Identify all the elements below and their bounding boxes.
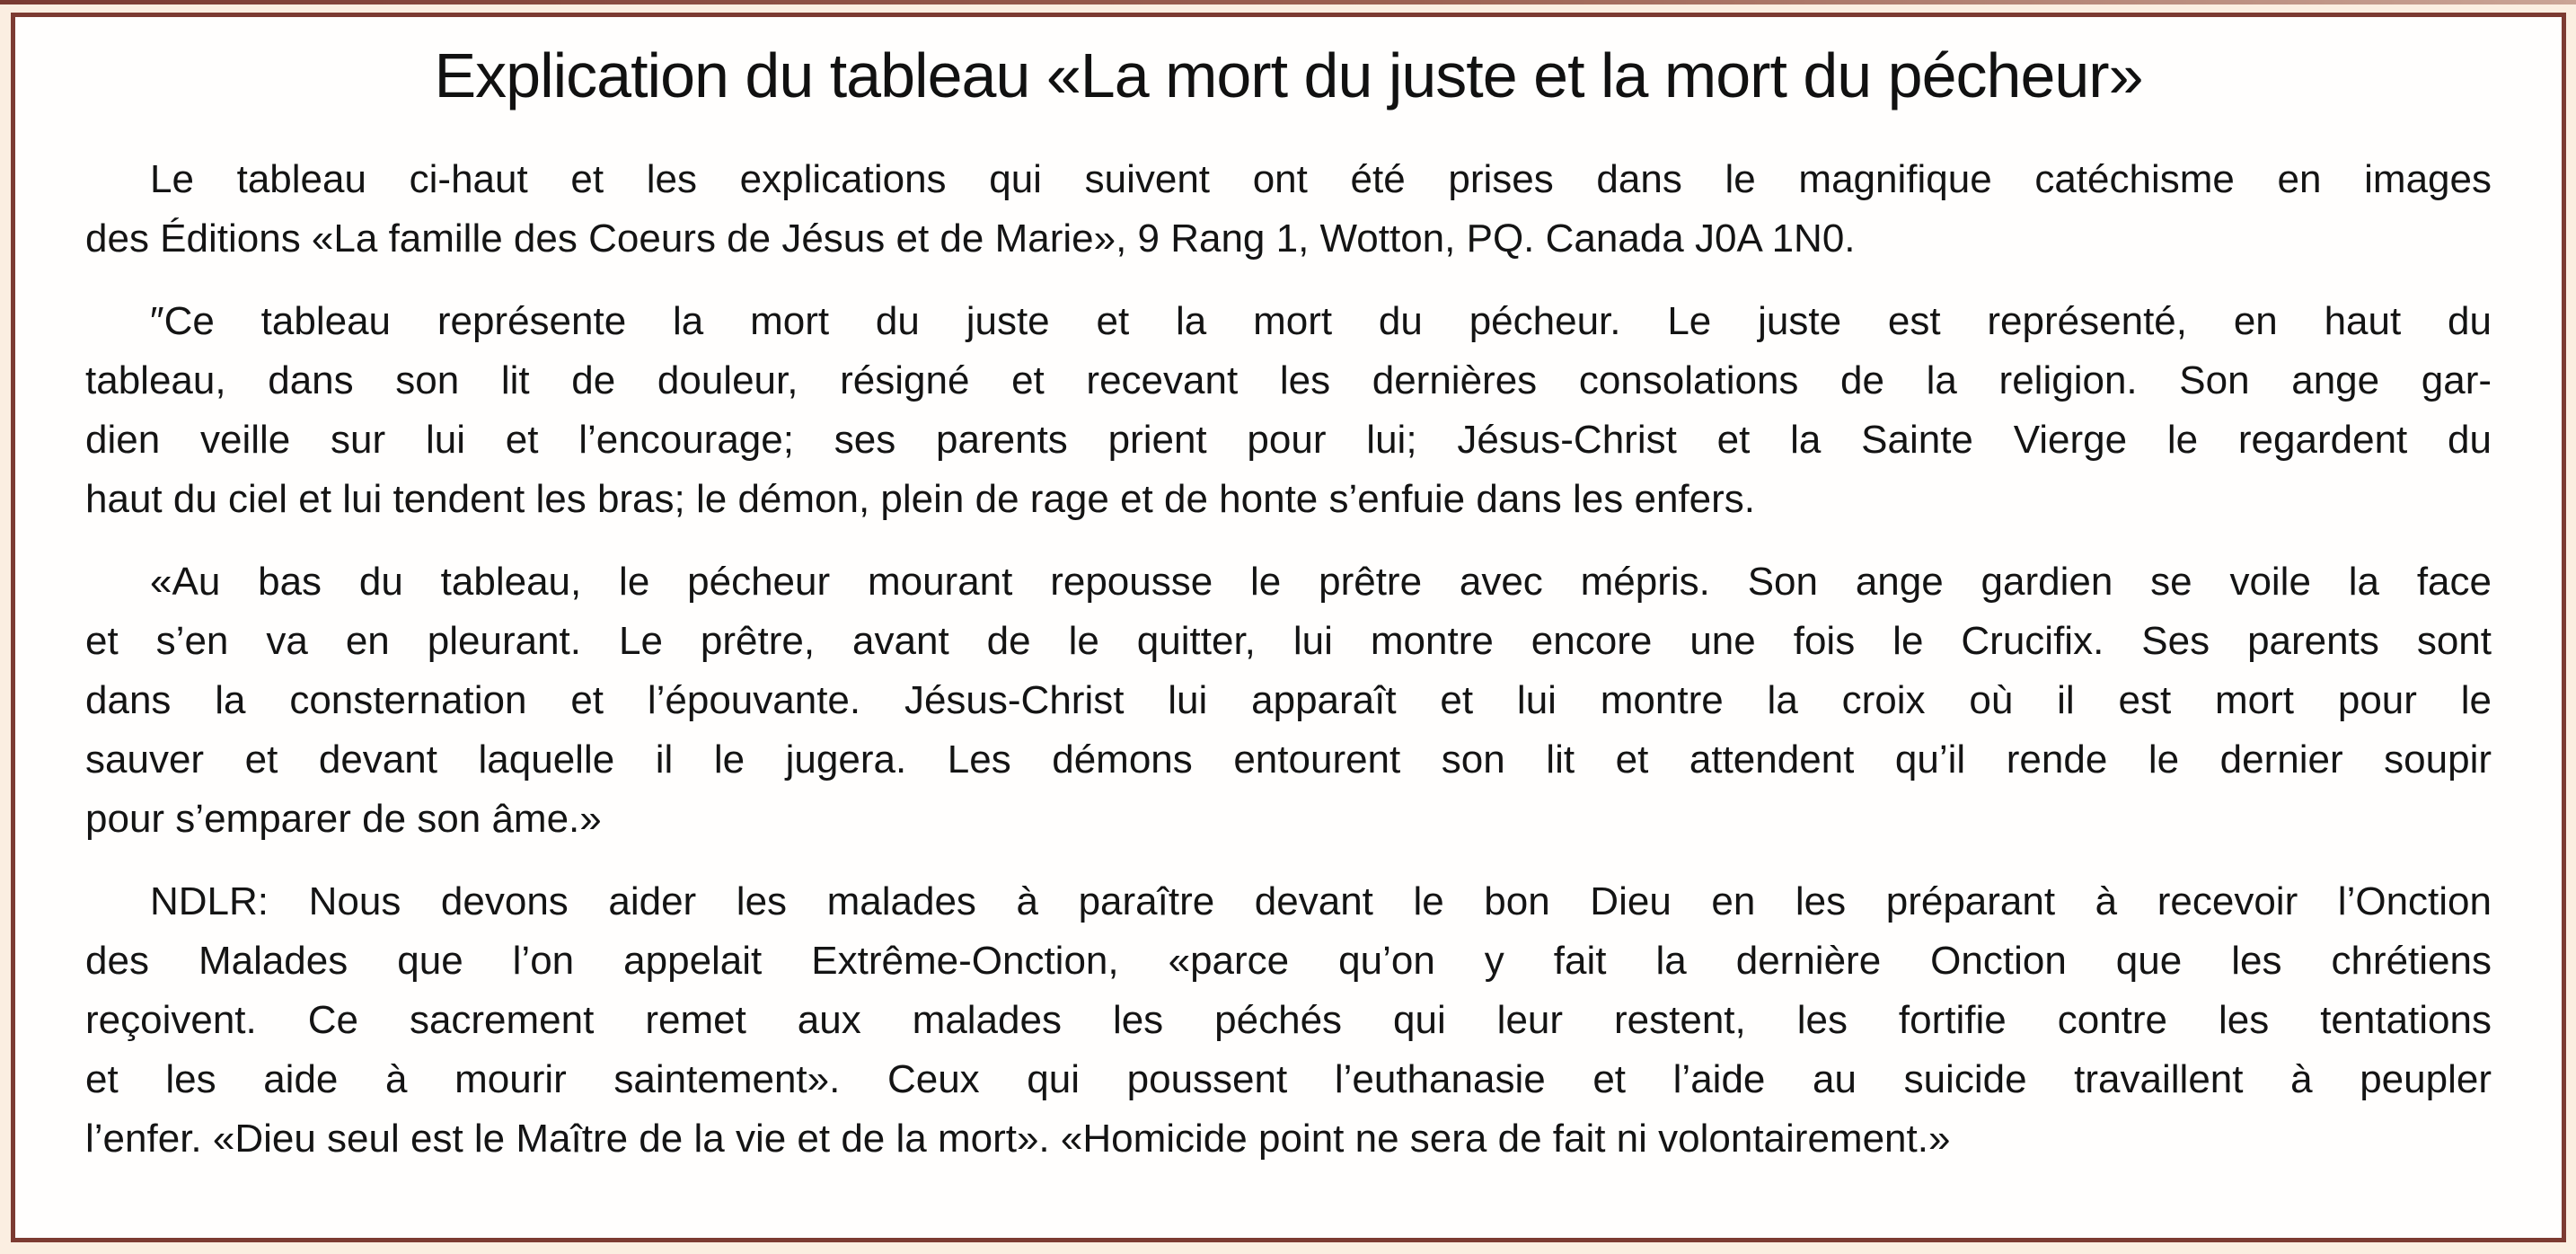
text-line: pour s’emparer de son âme.» xyxy=(85,797,602,841)
text-line: tableau, dans son lit de douleur, résigné et recevant les dernières consolations de la religion. Son ange gar- xyxy=(85,358,2492,402)
text-line: et s’en va en pleurant. Le prêtre, avant de le quitter, lui montre encore une fois le Crucifix. Ses parents sont xyxy=(85,619,2492,663)
paragraph-mort-du-juste xyxy=(85,292,2492,529)
text-line: dien veille sur lui et l’encourage; ses parents prient pour lui; Jésus-Christ et la Sainte Vierge le regardent du xyxy=(85,418,2492,462)
paragraph-mort-du-pecheur xyxy=(85,552,2492,849)
text-line: NDLR: Nous devons aider les malades à paraître devant le bon Dieu en les préparant à recevoir l’Onction xyxy=(150,879,2492,923)
document-frame xyxy=(11,13,2566,1242)
text-line: des Éditions «La famille des Coeurs de Jésus et de Marie», 9 Rang 1, Wotton, PQ. Canada J0A 1N0. xyxy=(85,216,1856,261)
text-line: «Au bas du tableau, le pécheur mourant repousse le prêtre avec mépris. Son ange gardien se voile la face xyxy=(150,560,2492,604)
text-line: sauver et devant laquelle il le jugera. Les démons entourent son lit et attendent qu’il rende le dernier soupir xyxy=(85,737,2492,782)
scan-edge-artifact xyxy=(0,0,2576,4)
text-line: haut du ciel et lui tendent les bras; le démon, plein de rage et de honte s’enfuie dans les enfers. xyxy=(85,477,1755,521)
text-line: l’enfer. «Dieu seul est le Maître de la vie et de la mort». «Homicide point ne sera de fait ni volontairement.» xyxy=(85,1117,1951,1161)
text-line: et les aide à mourir saintement». Ceux qui poussent l’euthanasie et l’aide au suicide travaillent à peupler xyxy=(85,1057,2492,1101)
document-title: Explication du tableau «La mort du juste et la mort du pécheur» xyxy=(434,40,2143,110)
text-line: Le tableau ci-haut et les explications qui suivent ont été prises dans le magnifique catéchisme en images xyxy=(150,157,2492,201)
text-line: ″Ce tableau représente la mort du juste et la mort du pécheur. Le juste est représenté, en haut du xyxy=(150,299,2492,343)
text-line: dans la consternation et l’épouvante. Jésus-Christ lui apparaît et lui montre la croix où il est mort pour le xyxy=(85,678,2492,722)
paragraph-ndlr xyxy=(85,872,2492,1169)
text-line: reçoivent. Ce sacrement remet aux malades les péchés qui leur restent, les fortifie contre les tentations xyxy=(85,998,2492,1042)
text-line: des Malades que l’on appelait Extrême-Onction, «parce qu’on y fait la dernière Onction que les chrétiens xyxy=(85,939,2492,983)
paragraph-source-note xyxy=(85,150,2492,269)
